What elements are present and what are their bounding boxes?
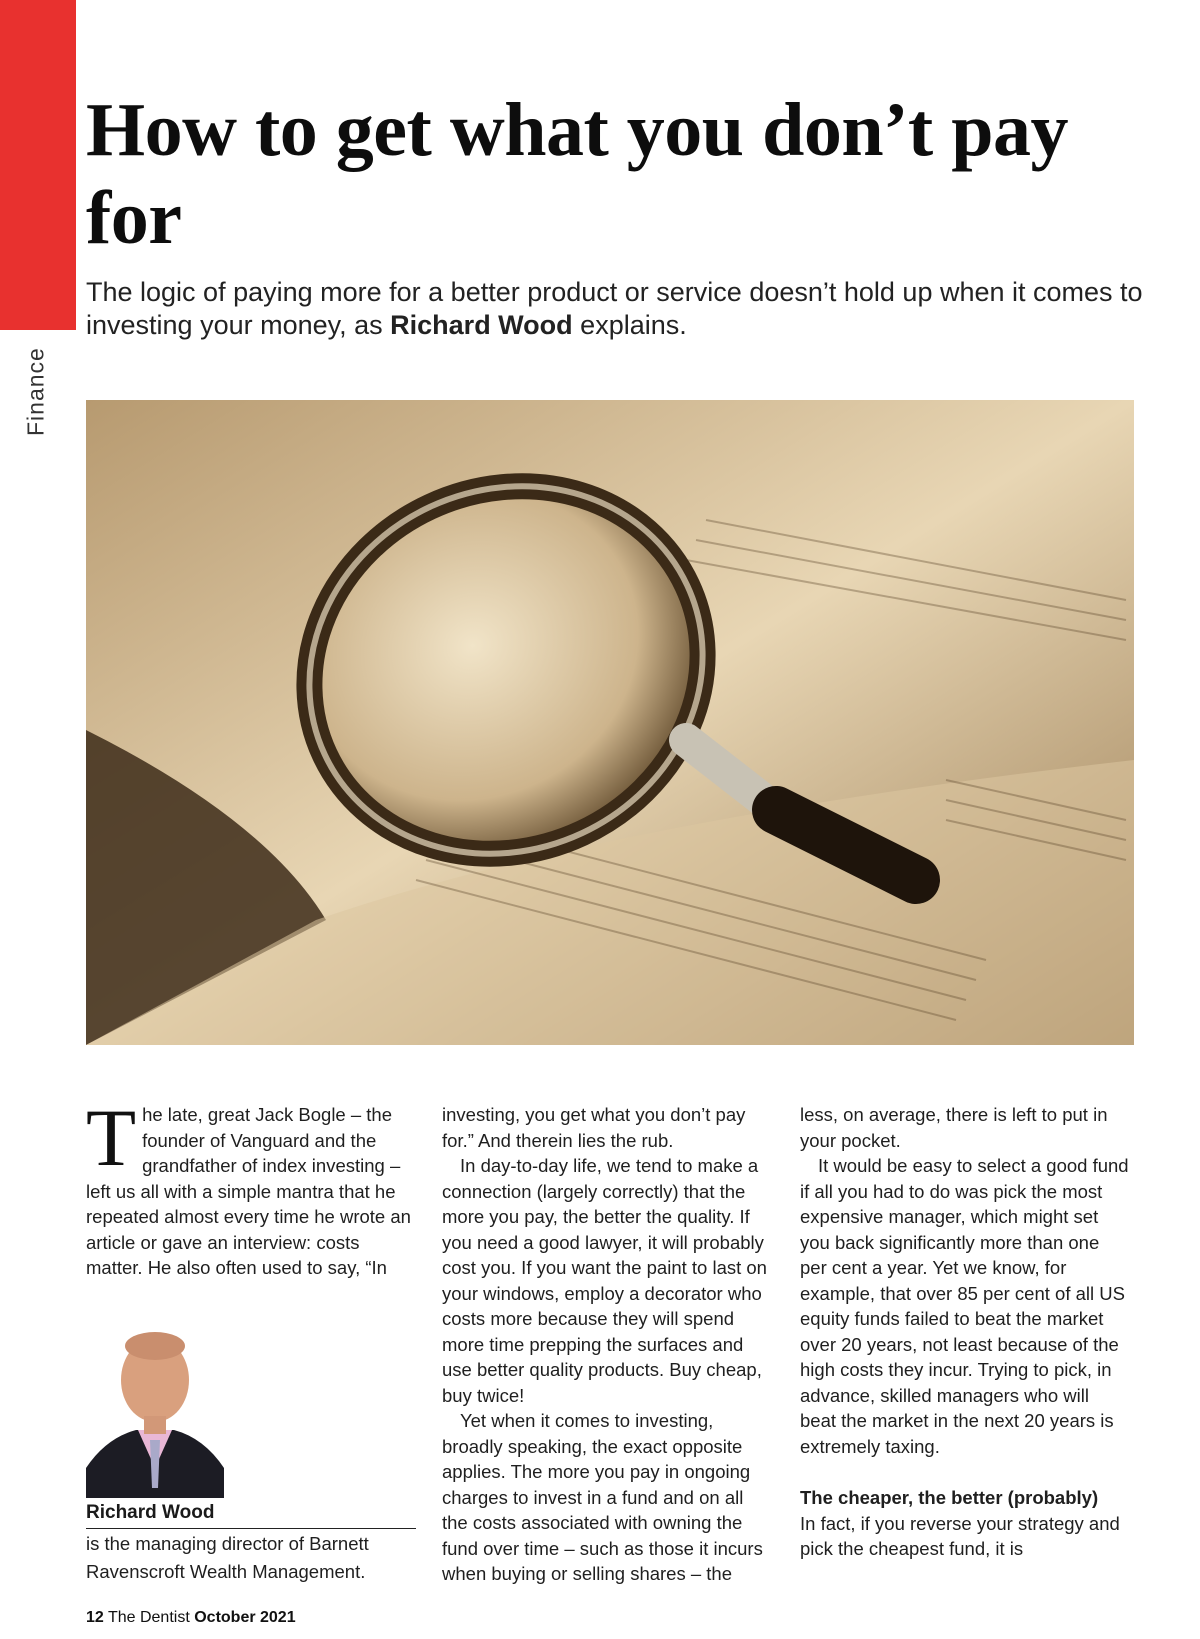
page-number: 12 xyxy=(86,1609,104,1626)
author-name: Richard Wood xyxy=(86,1500,416,1529)
article-column-1 xyxy=(86,1092,411,1281)
article-column-3 xyxy=(800,1102,1130,1562)
standfirst xyxy=(86,276,1146,342)
article-paragraph: In day-to-day life, we tend to make a connection (largely correctly) that the more you pay, the better the quality. If you need a good lawyer, it will probably cost you. If you want the paint to last on your windows, employ a decorator who costs more because they will spend more time prepping the surfaces and use better quality products. Buy cheap, buy twice! xyxy=(442,1155,767,1406)
issue-date: October 2021 xyxy=(194,1609,296,1626)
article-paragraph: investing, you get what you don’t pay for.” And therein lies the rub. xyxy=(442,1104,746,1151)
section-label: Finance xyxy=(22,347,49,436)
article-subheading: The cheaper, the better (probably) xyxy=(800,1487,1099,1508)
article-paragraph xyxy=(86,1092,411,1281)
author-portrait xyxy=(86,1318,224,1498)
headline: How to get what you don’t pay for xyxy=(86,88,1068,260)
article-paragraph: Yet when it comes to investing, broadly speaking, the exact opposite applies. The more you pay in ongoing charges to invest in a fund and on all the costs associated with owning the fund over time – such as those it incurs when buying or selling shares – the xyxy=(442,1410,763,1584)
standfirst-end: explains. xyxy=(572,310,687,340)
article-paragraph: less, on average, there is left to put in your pocket. xyxy=(800,1104,1108,1151)
hero-photo-magnifying-glass xyxy=(86,400,1134,1045)
article-paragraph: In fact, if you reverse your strategy and pick the cheapest fund, it is xyxy=(800,1512,1120,1559)
standfirst-author: Richard Wood xyxy=(390,310,573,340)
page-footer xyxy=(86,1609,296,1627)
intro-text: he late, great Jack Bogle – the founder of Vanguard and the grandfather of index investing – left us all with a simple mantra that he repeated almost every time he wrote an article or gave an interview: costs matter. He also often used to say, “In xyxy=(86,1104,411,1278)
author-bio: is the managing director of Barnett Ravenscroft Wealth Management. xyxy=(86,1533,369,1582)
article-paragraph: It would be easy to select a good fund if all you had to do was pick the most expensive manager, which might set you back significantly more than one per cent a year. Yet we know, for example, that over 85 per cent of all US equity funds failed to beat the market over 20 years, not least because of the high costs they incur. Trying to pick, in advance, skilled managers who will beat the market in the next 20 years is extremely taxing. xyxy=(800,1155,1129,1457)
article-column-2 xyxy=(442,1102,772,1587)
publication-name: The Dentist xyxy=(107,1609,190,1626)
standfirst-text: The logic of paying more for a better product or service doesn’t hold up when it comes to investing your money, as xyxy=(86,277,1143,340)
drop-cap: T xyxy=(86,1092,137,1183)
section-color-bar xyxy=(0,0,76,330)
